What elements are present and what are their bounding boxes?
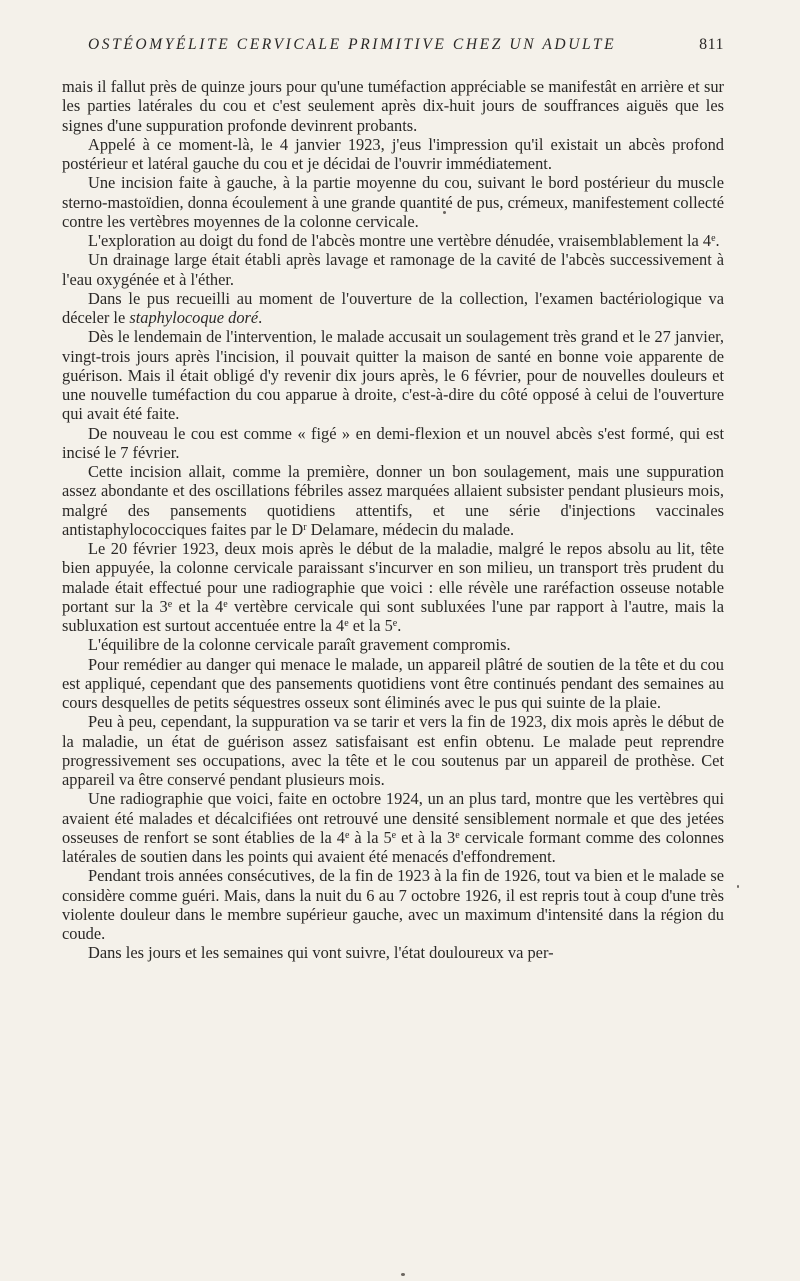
paragraph: Dans les jours et les semaines qui vont suivre, l'état douloureux va per- — [88, 943, 554, 963]
paragraph: Appelé à ce moment-là, le 4 janvier 1923, j'eus l'impression qu'il existait un abcès profond postérieur et latéral gauche du cou et je décidai de l'ouvrir immédiatement. — [62, 134, 724, 173]
paragraph: Une incision faite à gauche, à la partie moyenne du cou, suivant le bord postérieur du muscle sterno-mastoïdien, donna écoulement à une grande quantité de pus, crémeux, manifestement collecté contre les vertèbres moyennes de la colonne cervicale. — [62, 173, 724, 231]
paragraph: De nouveau le cou est comme « figé » en demi-flexion et un nouvel abcès s'est formé, qui est incisé le 7 février. — [62, 423, 724, 462]
paragraph: L'équilibre de la colonne cervicale paraît gravement compromis. — [88, 635, 511, 655]
paragraph: Dès le lendemain de l'intervention, le malade accusait un soulagement très grand et le 27 janvier, vingt-trois jours après l'incision, il pouvait quitter la maison de santé en bonne voie apparente de guérison. Mais il était obligé d'y revenir dix jours après, le 6 février, pour de nouvelles douleurs et une nouvelle tuméfaction du cou apparue à droite, c'est-à-dire du côté opposé à celui de l'ouverture qui avait été faite. — [62, 327, 724, 424]
paragraph: Peu à peu, cependant, la suppuration va se tarir et vers la fin de 1923, dix mois après le début de la maladie, un état de guérison assez satisfaisant est enfin obtenu. Le malade peut reprendre progressivement ses occupations, avec la tête et le cou soutenus par un appareil de prothèse. Cet appareil va être conservé pendant plusieurs mois. — [62, 712, 724, 789]
italic-term: staphylocoque doré — [129, 308, 259, 327]
paragraph: L'exploration au doigt du fond de l'abcès montre une vertèbre dénudée, vraisemblablement la 4e. — [88, 231, 720, 250]
paragraph: mais il fallut près de quinze jours pour qu'une tuméfaction appréciable se manifestât en arrière et sur les parties latérales du cou et c'est seulement après dix-huit jours de souffrances aiguës que les signes d'une suppuration profonde devinrent probants. — [62, 77, 724, 135]
print-speck — [443, 211, 446, 214]
paragraph: Un drainage large était établi après lavage et ramonage de la cavité de l'abcès successivement à l'eau oxygénée et à l'éther. — [62, 250, 724, 289]
paragraph: Dans le pus recueilli au moment de l'ouverture de la collection, l'examen bactériologique va déceler le staphylocoque doré. — [62, 288, 724, 327]
abbreviation-superscript: r — [303, 521, 307, 533]
paragraph: Le 20 février 1923, deux mois après le début de la maladie, malgré le repos absolu au lit, tête bien appuyée, la colonne cervicale paraissant s'incurver en son milieu, un transport très prudent du malade était effectué pour une radiographie que voici : elle révèle une raréfaction osseuse notable portant sur la 3e et la 4e vertèbre cervicale qui sont subluxées l'une par rapport à l'autre, mais la subluxation est surtout accentuée entre la 4e et la 5e. — [62, 539, 724, 635]
ordinal-superscript: e — [392, 618, 398, 629]
ordinal-superscript: e — [167, 598, 173, 610]
ordinal-superscript: e — [223, 598, 228, 610]
print-speck — [401, 1273, 405, 1276]
running-title: OSTÉOMYÉLITE CERVICALE PRIMITIVE CHEZ UN ADULTE — [88, 36, 617, 53]
page-number: 811 — [699, 36, 724, 53]
ordinal-superscript: e — [711, 233, 716, 244]
page-header — [88, 36, 724, 58]
print-speck — [737, 885, 739, 888]
paragraph: Pour remédier au danger qui menace le malade, un appareil plâtré de soutien de la tête et du cou est appliqué, cependant que des pansements quotidiens vont être continués pendant des semaines au cours desquelles de petits séquestres osseux sont éliminés avec le pus qui suinte de la plaie. — [62, 654, 724, 712]
article-body — [62, 77, 724, 963]
paragraph: Une radiographie que voici, faite en octobre 1924, un an plus tard, montre que les vertèbres qui avaient été malades et décalcifiées ont retrouvé une densité sensiblement normale et que des jetées osseuses de renfort se sont établies de la 4e à la 5e et à la 3e cervicale formant comme des colonnes latérales de soutien dans les points qui avaient été menacés d'effondrement. — [62, 789, 724, 866]
ordinal-superscript: e — [391, 829, 397, 841]
paragraph: Cette incision allait, comme la première, donner un bon soulagement, mais une suppuration assez abondante et des oscillations fébriles assez marquées allaient subsister pendant plusieurs mois, malgré des pansements quotidiens attentifs, et une série d'injections vaccinales antistaphylococciques faites par le $D^r$ Delamare, médecin du malade. — [62, 462, 724, 539]
ordinal-superscript: e — [455, 829, 460, 841]
ordinal-superscript: e — [344, 618, 349, 629]
paragraph: Pendant trois années consécutives, de la fin de 1923 à la fin de 1926, tout va bien et le malade se considère comme guéri. Mais, dans la nuit du 6 au 7 octobre 1926, il est repris tout à coup d'une très violente douleur dans le membre supérieur gauche, avec un maximum d'intensité dans la région du coude. — [62, 866, 724, 943]
ordinal-superscript: e — [344, 829, 350, 841]
